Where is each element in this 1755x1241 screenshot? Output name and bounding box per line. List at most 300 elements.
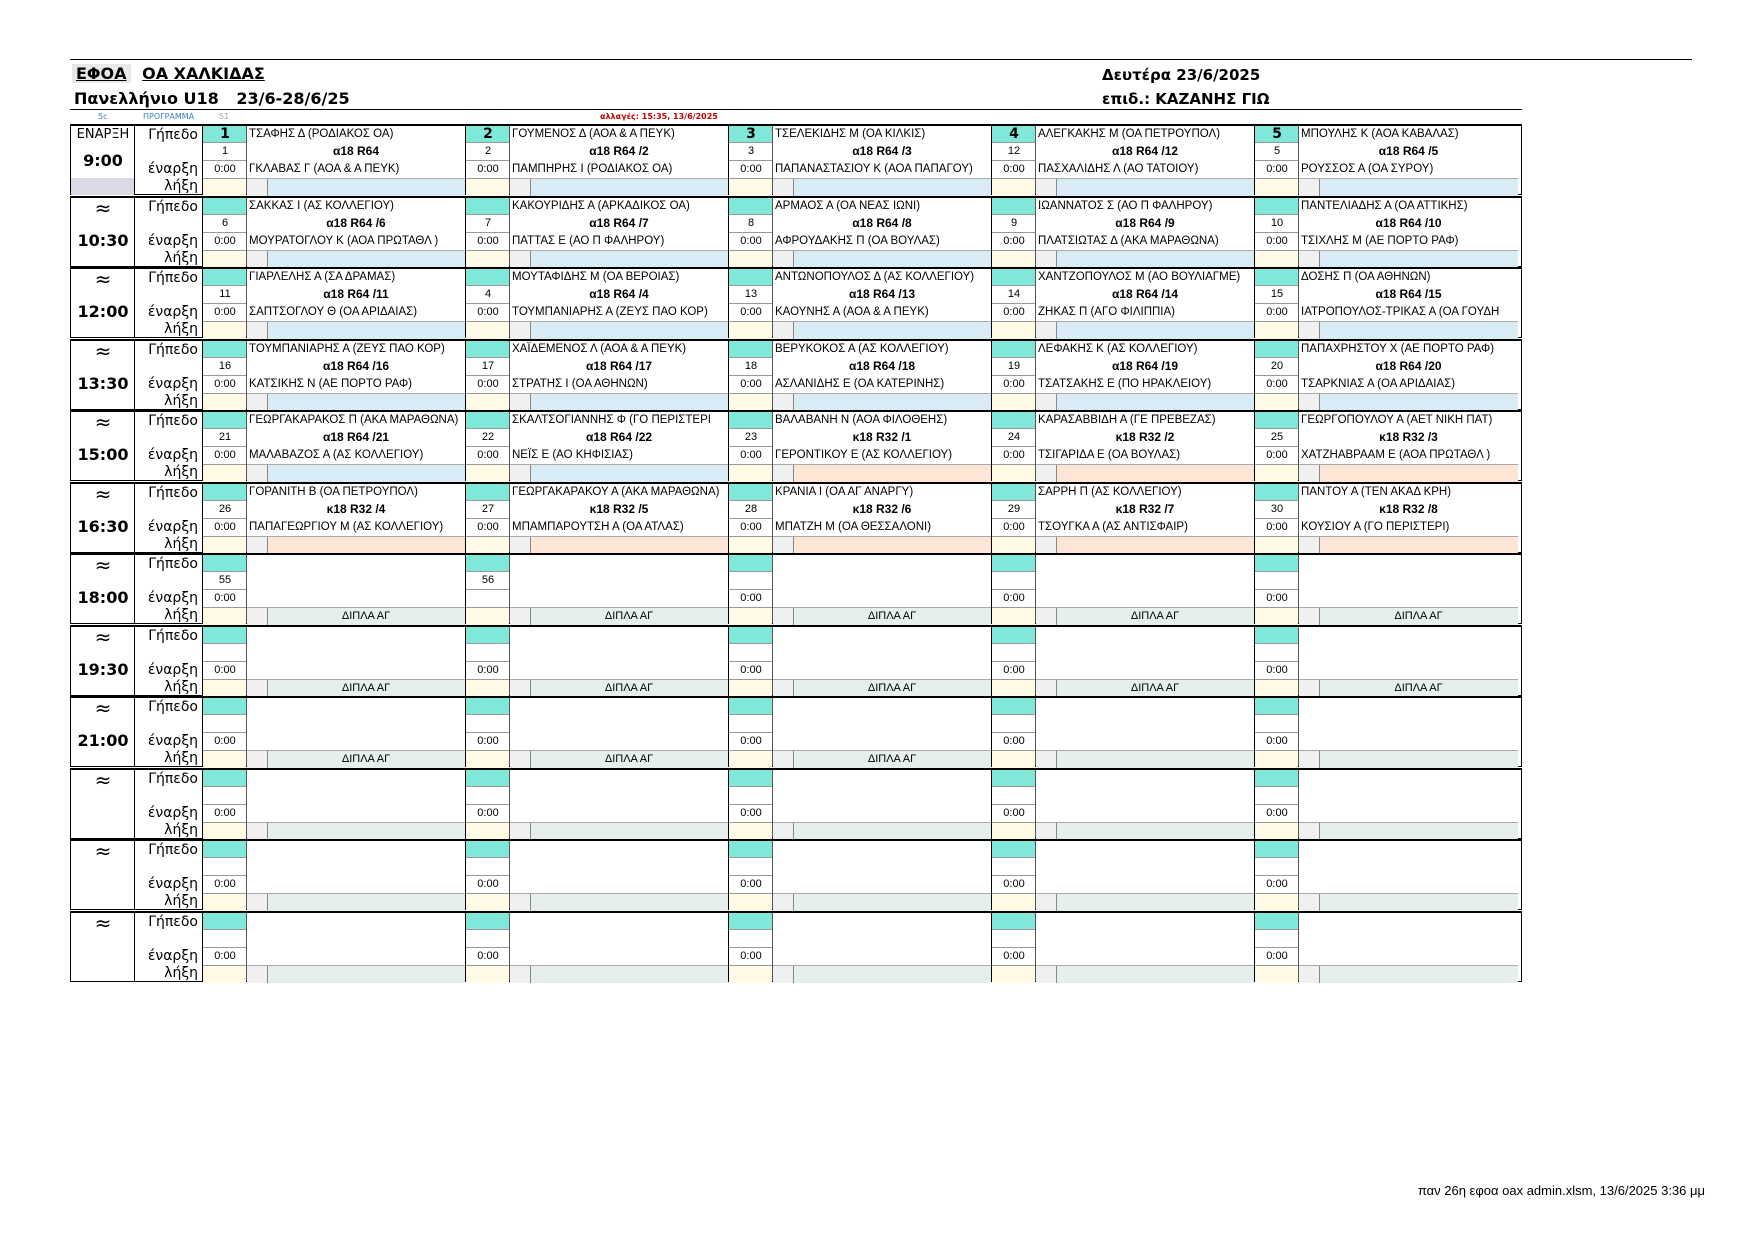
number-cell	[466, 929, 509, 947]
end-cell	[247, 608, 268, 625]
court-cell	[466, 770, 729, 838]
time-slot	[70, 410, 1522, 481]
number-cell	[729, 929, 772, 947]
end-row	[773, 893, 991, 911]
court-cell	[1255, 770, 1518, 838]
end-cell	[773, 823, 794, 840]
match-body	[1036, 913, 1254, 981]
start-time: 0:00	[1003, 449, 1025, 461]
match-body	[510, 627, 728, 695]
end-cell	[510, 537, 531, 554]
end-row	[510, 250, 728, 268]
end-cell	[1299, 680, 1320, 697]
start-time: 0:00	[740, 449, 762, 461]
court-cell	[466, 841, 729, 909]
end-row	[247, 965, 465, 983]
number-cell	[466, 321, 509, 339]
time-slot	[70, 267, 1522, 338]
match-body	[247, 484, 465, 552]
court-number: 1	[220, 126, 230, 142]
player-two: ΚΟΥΣΙΟΥ Α (ΓΟ ΠΕΡΙΣΤΕΡΙ)	[1301, 520, 1450, 533]
court-cell	[466, 555, 729, 623]
court-label: Γήπεδο	[148, 770, 198, 787]
number-cell	[992, 913, 1035, 929]
match-number: 24	[1007, 431, 1021, 443]
number-cell	[1255, 786, 1298, 804]
court-cell	[203, 555, 466, 623]
match-body	[1036, 841, 1254, 909]
match-note: ΔΙΠΛΑ ΑΓ	[1394, 681, 1443, 694]
match-number: 16	[218, 359, 232, 372]
end-cell	[1299, 394, 1320, 411]
number-cell	[466, 786, 509, 804]
row-labels	[135, 126, 203, 194]
number-cell	[1255, 341, 1298, 357]
end-cell	[510, 680, 531, 697]
court-cell	[203, 484, 466, 552]
start-label: έναρξη	[147, 804, 198, 821]
number-column	[992, 484, 1036, 552]
number-column	[729, 412, 773, 480]
number-cell	[1255, 412, 1298, 428]
start-label: έναρξη	[147, 590, 198, 606]
number-column	[1255, 698, 1299, 766]
number-cell	[992, 393, 1035, 411]
number-cell	[729, 714, 772, 732]
number-column	[466, 198, 510, 266]
number-cell	[203, 770, 246, 786]
match-note: ΔΙΠΛΑ ΑΓ	[1130, 610, 1180, 622]
player-two: ΤΟΥΜΠΑΝΙΑΡΗΣ Α (ΖΕΥΣ ΠΑΟ ΚΟΡ)	[512, 306, 708, 318]
time-column	[71, 910, 135, 981]
court-cell	[466, 698, 729, 766]
small-code: 5c	[98, 112, 108, 121]
player-one: ΓΕΩΡΓΑΚΑΡΑΚΟΥ Α (ΑΚΑ ΜΑΡΑΘΩΝΑ)	[512, 485, 720, 498]
match-body	[773, 269, 991, 337]
end-cell	[773, 537, 794, 554]
match-body	[1299, 126, 1518, 194]
number-cell	[203, 555, 246, 571]
court-cell	[203, 698, 466, 766]
number-cell	[203, 484, 246, 500]
player-two: ΠΑΤΤΑΣ Ε (ΑΟ Π ΦΑΛΗΡΟΥ)	[512, 234, 665, 247]
end-row	[773, 393, 991, 411]
match-body	[247, 198, 465, 266]
player-one: ΣΚΑΛΤΣΟΓΙΑΝΝΗΣ Φ (ΓΟ ΠΕΡΙΣΤΕΡΙ	[512, 414, 711, 426]
end-cell	[1299, 823, 1320, 840]
number-cell	[992, 679, 1035, 697]
match-body	[1036, 698, 1254, 766]
number-column	[466, 555, 510, 623]
number-cell	[466, 393, 509, 411]
number-cell	[729, 178, 772, 196]
number-cell	[466, 269, 509, 285]
start-label: έναρξη	[147, 375, 198, 392]
end-cell	[247, 179, 268, 196]
end-cell	[1036, 751, 1057, 768]
number-column	[1255, 770, 1299, 838]
number-column	[992, 269, 1036, 337]
match-body	[1036, 412, 1254, 480]
player-two: ΖΗΚΑΣ Π (ΑΓΟ ΦΙΛΙΠΠΙΑ)	[1038, 306, 1176, 318]
start-time: 0:00	[477, 735, 499, 747]
match-number: 29	[1007, 502, 1021, 515]
end-cell	[773, 894, 794, 911]
number-cell	[1255, 250, 1298, 268]
start-time: 0:00	[477, 806, 499, 819]
match-code: α18 R64 /20	[1375, 358, 1442, 373]
number-cell	[203, 714, 246, 732]
number-cell	[1255, 484, 1298, 500]
match-body	[247, 913, 465, 981]
player-two: ΜΠΑΜΠΑΡΟΥΤΣΗ Α (ΟΑ ΑΤΛΑΣ)	[512, 520, 684, 533]
court-cell	[466, 341, 729, 409]
match-code: α18 R64	[332, 144, 380, 158]
player-one: ΣΑΚΚΑΣ Ι (ΑΣ ΚΟΛΛΕΓΙΟΥ)	[249, 199, 394, 212]
court-label: Γήπεδο	[148, 198, 198, 215]
number-cell	[1255, 770, 1298, 786]
end-row	[773, 750, 991, 768]
end-row	[1299, 250, 1518, 268]
match-body	[1036, 341, 1254, 409]
match-number: 27	[481, 502, 495, 515]
match-body	[510, 341, 728, 409]
match-number: 55	[218, 574, 232, 586]
number-cell	[729, 269, 772, 285]
start-time: 0:00	[1266, 806, 1288, 819]
court-cell	[466, 913, 729, 981]
player-two: ΓΚΛΑΒΑΣ Γ (ΑΟΑ & Α ΠΕΥΚ)	[249, 163, 400, 175]
number-cell	[729, 341, 772, 357]
match-code: κ18 R32 /1	[852, 430, 912, 444]
match-body	[1036, 770, 1254, 838]
time-slot	[70, 625, 1522, 696]
number-cell	[203, 965, 246, 983]
player-one: ΑΛΕΓΚΑΚΗΣ Μ (ΟΑ ΠΕΤΡΟΥΠΟΛ)	[1038, 128, 1221, 140]
start-time: 0:00	[1003, 949, 1025, 962]
start-time: 0:00	[477, 449, 499, 461]
match-number: 3	[747, 145, 755, 157]
match-code: α18 R64 /18	[848, 358, 916, 373]
end-row	[1299, 893, 1518, 911]
number-cell	[466, 627, 509, 643]
court-label: Γήπεδο	[148, 413, 198, 429]
start-time: 0:00	[740, 949, 762, 962]
number-cell	[466, 714, 509, 732]
start-label: έναρξη	[147, 447, 198, 463]
court-cell	[1255, 555, 1518, 623]
end-row	[247, 893, 465, 911]
start-time: 0:00	[1266, 377, 1288, 390]
match-note: ΔΙΠΛΑ ΑΓ	[867, 681, 917, 694]
end-row	[1036, 393, 1254, 411]
number-cell	[203, 698, 246, 714]
number-column	[466, 412, 510, 480]
number-cell	[466, 822, 509, 840]
player-two: ΜΟΥΡΑΤΟΓΛΟΥ Κ (ΑΟΑ ΠΡΩΤΑΘΛ )	[249, 234, 439, 247]
start-label: έναρξη	[147, 232, 198, 249]
court-cell	[203, 269, 466, 337]
number-cell	[729, 464, 772, 482]
number-cell	[203, 822, 246, 840]
number-cell	[466, 198, 509, 214]
number-column	[729, 555, 773, 623]
court-cell	[1255, 412, 1518, 480]
time-column	[71, 698, 135, 766]
match-number: 23	[744, 431, 758, 443]
court-number: 3	[746, 126, 756, 142]
number-column	[203, 484, 247, 552]
number-column	[1255, 627, 1299, 695]
court-label: Γήπεδο	[148, 627, 198, 644]
number-cell	[992, 929, 1035, 947]
slot-time: 19:30	[77, 659, 129, 679]
end-cell	[247, 251, 268, 268]
number-cell	[1255, 198, 1298, 214]
match-code: α18 R64 /6	[326, 215, 386, 230]
number-cell	[466, 643, 509, 661]
player-two: ΠΑΠΑΓΕΩΡΓΙΟΥ Μ (ΑΣ ΚΟΛΛΕΓΙΟΥ)	[249, 520, 444, 533]
number-column	[992, 555, 1036, 623]
court-number: 4	[1009, 126, 1019, 142]
match-body	[510, 841, 728, 909]
end-row	[1036, 464, 1254, 482]
time-column	[71, 338, 135, 409]
match-code: κ18 R32 /7	[1115, 501, 1175, 516]
end-row	[1036, 536, 1254, 554]
match-body	[773, 555, 991, 623]
end-cell	[247, 537, 268, 554]
time-column	[71, 126, 135, 194]
number-cell	[466, 750, 509, 768]
number-cell	[1255, 269, 1298, 285]
start-time: 0:00	[214, 163, 236, 175]
start-time: 0:00	[1266, 949, 1288, 962]
row-labels	[135, 555, 203, 623]
court-cell	[992, 770, 1255, 838]
match-body	[247, 770, 465, 838]
match-body	[1299, 913, 1518, 981]
match-body	[247, 841, 465, 909]
player-one: ΓΙΑΡΛΕΛΗΣ Α (ΣΑ ΔΡΑΜΑΣ)	[249, 271, 396, 283]
end-row	[247, 679, 465, 697]
match-code: κ18 R32 /6	[852, 501, 912, 516]
end-row	[1299, 393, 1518, 411]
match-code: α18 R64 /17	[585, 358, 653, 373]
end-cell	[773, 394, 794, 411]
match-number: 6	[221, 216, 229, 229]
match-body	[510, 555, 728, 623]
match-body	[773, 698, 991, 766]
court-cell	[992, 627, 1255, 695]
end-cell	[510, 394, 531, 411]
match-note: ΔΙΠΛΑ ΑΓ	[604, 681, 654, 694]
number-cell	[1255, 929, 1298, 947]
court-cell	[203, 841, 466, 909]
match-body	[247, 269, 465, 337]
tournament-title	[74, 89, 350, 108]
number-column	[992, 341, 1036, 409]
start-time: 0:00	[477, 306, 499, 318]
time-slot	[70, 339, 1522, 410]
match-body	[773, 484, 991, 552]
end-row	[773, 464, 991, 482]
end-cell	[247, 394, 268, 411]
start-time: 0:00	[1266, 520, 1288, 533]
match-code: α18 R64 /12	[1111, 144, 1179, 158]
number-column	[729, 627, 773, 695]
number-cell	[1255, 536, 1298, 554]
court-cell	[729, 627, 992, 695]
number-cell	[1255, 627, 1298, 643]
number-cell	[1255, 750, 1298, 768]
start-time: 0:00	[740, 306, 762, 318]
approx-symbol: ≈	[94, 839, 112, 863]
match-number: 11	[219, 288, 231, 300]
end-cell	[510, 894, 531, 911]
number-cell	[203, 913, 246, 929]
number-column	[992, 198, 1036, 266]
number-column	[729, 484, 773, 552]
end-cell	[1036, 894, 1057, 911]
number-cell	[466, 484, 509, 500]
time-slot	[70, 196, 1522, 267]
shaded-cell	[71, 178, 134, 195]
number-cell	[1255, 571, 1298, 589]
number-cell	[466, 841, 509, 857]
end-row	[510, 822, 728, 840]
end-label: λήξη	[164, 678, 198, 695]
end-row	[773, 965, 991, 983]
number-cell	[992, 714, 1035, 732]
start-time: 0:00	[1003, 377, 1025, 390]
number-cell	[729, 571, 772, 589]
end-row	[773, 321, 991, 339]
end-cell	[1036, 537, 1057, 554]
number-column	[1255, 198, 1299, 266]
court-cell	[992, 269, 1255, 337]
match-body	[1299, 555, 1518, 623]
start-label: έναρξη	[147, 161, 198, 177]
number-cell	[203, 178, 246, 196]
player-two: ΤΣΙΓΑΡΙΔΑ Ε (ΟΑ ΒΟΥΛΑΣ)	[1038, 449, 1181, 461]
match-note: ΔΙΠΛΑ ΑΓ	[604, 610, 654, 622]
court-cell	[729, 913, 992, 981]
end-row	[1299, 750, 1518, 768]
org-name: ΕΦΟΑ	[72, 64, 131, 83]
number-column	[203, 269, 247, 337]
number-cell	[729, 750, 772, 768]
number-cell	[203, 250, 246, 268]
end-row	[1036, 893, 1254, 911]
end-row	[1036, 750, 1254, 768]
end-cell	[510, 322, 531, 339]
approx-symbol: ≈	[94, 481, 112, 506]
start-time: 0:00	[1003, 306, 1025, 318]
match-note: ΔΙΠΛΑ ΑΓ	[604, 753, 654, 765]
start-time: 0:00	[740, 163, 762, 175]
end-row	[247, 178, 465, 196]
start-time: 0:00	[1003, 663, 1025, 676]
number-column	[203, 341, 247, 409]
end-cell	[510, 179, 531, 196]
match-body	[510, 198, 728, 266]
row-labels	[135, 412, 203, 480]
match-body	[1299, 269, 1518, 337]
row-labels	[135, 770, 203, 838]
match-code: α18 R64 /13	[848, 287, 916, 301]
row-labels	[135, 198, 203, 266]
match-number: 9	[1010, 216, 1018, 229]
time-column	[71, 412, 135, 480]
start-time: 0:00	[214, 806, 236, 819]
player-one: ΓΕΩΡΓΑΚΑΡΑΚΟΣ Π (ΑΚΑ ΜΑΡΑΘΩΝΑ)	[249, 414, 459, 426]
start-label: έναρξη	[147, 304, 198, 320]
end-row	[1299, 607, 1518, 625]
match-body	[247, 126, 465, 194]
court-cell	[1255, 126, 1518, 194]
number-cell	[466, 679, 509, 697]
number-column	[1255, 913, 1299, 981]
end-row	[1299, 822, 1518, 840]
number-column	[203, 770, 247, 838]
number-cell	[992, 412, 1035, 428]
number-column	[203, 555, 247, 623]
court-cell	[1255, 198, 1518, 266]
match-body	[1299, 341, 1518, 409]
number-cell	[1255, 607, 1298, 625]
match-body	[247, 627, 465, 695]
player-two: ΑΣΛΑΝΙΔΗΣ Ε (ΟΑ ΚΑΤΕΡΙΝΗΣ)	[775, 377, 945, 390]
match-number: 1	[221, 145, 229, 157]
player-two: ΠΑΣΧΑΛΙΔΗΣ Λ (ΑΟ ΤΑΤΟΙΟΥ)	[1038, 163, 1199, 175]
end-cell	[1036, 394, 1057, 411]
number-cell	[729, 857, 772, 875]
number-cell	[1255, 714, 1298, 732]
end-cell	[510, 966, 531, 983]
number-column	[729, 698, 773, 766]
match-body	[510, 126, 728, 194]
match-body	[510, 412, 728, 480]
match-body	[247, 412, 465, 480]
end-cell	[1036, 680, 1057, 697]
number-cell	[1255, 857, 1298, 875]
end-cell	[773, 322, 794, 339]
end-cell	[247, 680, 268, 697]
number-cell	[466, 341, 509, 357]
end-row	[1299, 321, 1518, 339]
match-body	[773, 341, 991, 409]
number-cell	[1255, 841, 1298, 857]
court-cell	[1255, 269, 1518, 337]
number-column	[1255, 269, 1299, 337]
end-cell	[1299, 894, 1320, 911]
match-code: α18 R64 /21	[322, 430, 390, 444]
start-label: έναρξη	[147, 518, 198, 535]
player-two: ΡΟΥΣΣΟΣ Α (ΟΑ ΣΥΡΟΥ)	[1301, 163, 1434, 175]
number-column	[203, 627, 247, 695]
number-cell	[729, 627, 772, 643]
match-code: κ18 R32 /5	[589, 501, 649, 516]
end-cell	[247, 751, 268, 768]
start-time: 0:00	[1266, 735, 1288, 747]
court-cell	[203, 341, 466, 409]
end-row	[510, 607, 728, 625]
number-cell	[1255, 893, 1298, 911]
number-cell	[203, 464, 246, 482]
number-cell	[466, 464, 509, 482]
court-label: Γήπεδο	[148, 484, 198, 501]
